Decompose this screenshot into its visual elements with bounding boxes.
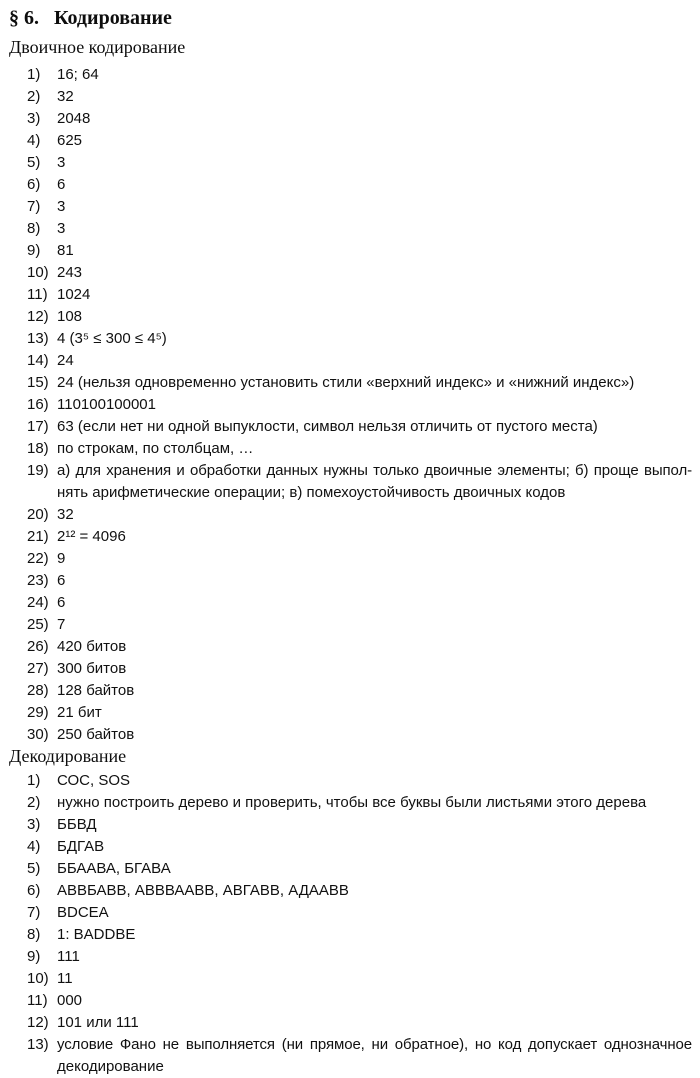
item-text: 4 (3⁵ ≤ 300 ≤ 4⁵) — [57, 330, 167, 347]
item-text: 7 — [57, 616, 66, 633]
list-item — [9, 770, 692, 792]
item-text: 110100100001 — [57, 396, 156, 413]
item-number: 25) — [27, 616, 49, 633]
item-text: БДГАВ — [57, 838, 105, 855]
item-number: 19) — [27, 462, 49, 479]
item-text: 63 (если нет ни одной выпуклости, символ нельзя отличить от пустого места) — [57, 418, 598, 435]
section-binary-coding — [9, 37, 692, 746]
list-item — [9, 504, 692, 526]
item-number: 5) — [27, 860, 41, 877]
item-number: 3) — [27, 110, 41, 127]
page-title-text: Кодирование — [54, 7, 172, 29]
item-number: 20) — [27, 506, 49, 523]
item-number: 6) — [27, 176, 41, 193]
list-item — [9, 174, 692, 196]
item-number: 7) — [27, 198, 41, 215]
item-text: СОС, SOS — [57, 772, 131, 789]
item-number: 11) — [27, 992, 48, 1009]
list-item — [9, 460, 692, 504]
list-item — [9, 902, 692, 924]
item-number: 9) — [27, 948, 41, 965]
list-item — [9, 724, 692, 746]
list-item — [9, 636, 692, 658]
list-item — [9, 240, 692, 262]
item-number: 10) — [27, 970, 49, 987]
item-text: 32 — [57, 506, 74, 523]
list-item — [9, 86, 692, 108]
item-text: по строкам, по столбцам, … — [57, 440, 254, 457]
list-item — [9, 792, 692, 814]
item-text-line2: нять арифметические операции; в) помехоустойчивость двоичных кодов — [57, 484, 566, 501]
item-text: 3 — [57, 198, 66, 215]
list-item — [9, 614, 692, 636]
list-item — [9, 284, 692, 306]
item-number: 2) — [27, 88, 41, 105]
list-item — [9, 1012, 692, 1034]
item-number: 24) — [27, 594, 49, 611]
item-text: BDCEA — [57, 904, 109, 921]
list-item — [9, 702, 692, 724]
item-text: 2¹² = 4096 — [57, 528, 126, 545]
list-item — [9, 858, 692, 880]
item-number: 23) — [27, 572, 49, 589]
item-text: 625 — [57, 132, 83, 149]
item-text: 243 — [57, 264, 83, 281]
item-number: 26) — [27, 638, 49, 655]
list-item — [9, 592, 692, 614]
item-text: 2048 — [57, 110, 91, 127]
list-item — [9, 1034, 692, 1078]
item-text-line1: условие Фано не выполняется (ни прямое, ни обратное), но код допускает однозначное — [57, 1036, 692, 1053]
item-text: 24 — [57, 352, 74, 369]
item-number: 22) — [27, 550, 49, 567]
list-item — [9, 438, 692, 460]
item-number: 30) — [27, 726, 49, 743]
page-title — [9, 6, 692, 30]
item-number: 11) — [27, 286, 48, 303]
item-number: 8) — [27, 926, 41, 943]
list-item — [9, 64, 692, 86]
item-number: 9) — [27, 242, 41, 259]
item-number: 21) — [27, 528, 49, 545]
item-text: 16; 64 — [57, 66, 99, 83]
item-text: 24 (нельзя одновременно установить стили «верхний индекс» и «нижний индекс») — [57, 374, 635, 391]
item-text — [57, 1034, 692, 1078]
answers-list-binary-coding — [9, 64, 692, 746]
item-text: нужно построить дерево и проверить, чтобы все буквы были листьями этого дерева — [57, 794, 647, 811]
item-text-line2: декодирование — [57, 1058, 164, 1075]
item-text: 3 — [57, 220, 66, 237]
item-text: 111 — [57, 948, 80, 965]
list-item — [9, 548, 692, 570]
item-number: 1) — [27, 66, 41, 83]
list-item — [9, 306, 692, 328]
list-item — [9, 526, 692, 548]
item-text: 6 — [57, 176, 66, 193]
list-item — [9, 880, 692, 902]
item-number: 13) — [27, 1036, 49, 1053]
list-item — [9, 152, 692, 174]
item-text: 000 — [57, 992, 83, 1009]
section-mark: § 6. — [9, 7, 39, 29]
item-number: 4) — [27, 132, 41, 149]
list-item — [9, 416, 692, 438]
item-number: 5) — [27, 154, 41, 171]
list-item — [9, 350, 692, 372]
section-heading-binary-coding: Двоичное кодирование — [9, 37, 186, 57]
item-text: ББААВА, БГАВА — [57, 860, 171, 877]
item-number: 28) — [27, 682, 49, 699]
item-text: 11 — [57, 970, 73, 987]
list-item — [9, 924, 692, 946]
list-item — [9, 680, 692, 702]
item-text: 6 — [57, 594, 66, 611]
item-text: 21 бит — [57, 704, 102, 721]
item-number: 8) — [27, 220, 41, 237]
item-number: 18) — [27, 440, 49, 457]
list-item — [9, 130, 692, 152]
item-number: 6) — [27, 882, 41, 899]
list-item — [9, 946, 692, 968]
item-text: 81 — [57, 242, 74, 259]
item-text: ББВД — [57, 816, 97, 833]
item-text: 101 или 111 — [57, 1014, 139, 1031]
item-text: 32 — [57, 88, 74, 105]
item-text-line1: а) для хранения и обработки данных нужны только двоичные элементы; б) проще выпол- — [57, 462, 692, 479]
list-item — [9, 328, 692, 350]
list-item — [9, 196, 692, 218]
item-number: 27) — [27, 660, 49, 677]
item-number: 13) — [27, 330, 49, 347]
item-text: АВВБАВВ, АВВВААВВ, АВГАВВ, АДААВВ — [57, 882, 349, 899]
item-text: 6 — [57, 572, 66, 589]
item-text: 108 — [57, 308, 83, 325]
item-number: 3) — [27, 816, 41, 833]
item-text: 3 — [57, 154, 66, 171]
item-text: 9 — [57, 550, 66, 567]
list-item — [9, 262, 692, 284]
list-item — [9, 394, 692, 416]
item-number: 4) — [27, 838, 41, 855]
list-item — [9, 218, 692, 240]
item-text: 250 байтов — [57, 726, 135, 743]
list-item — [9, 968, 692, 990]
list-item — [9, 570, 692, 592]
item-number: 29) — [27, 704, 49, 721]
list-item — [9, 658, 692, 680]
list-item — [9, 836, 692, 858]
item-text: 128 байтов — [57, 682, 135, 699]
list-item — [9, 372, 692, 394]
item-text — [57, 460, 692, 504]
item-number: 7) — [27, 904, 41, 921]
item-text: 1024 — [57, 286, 91, 303]
item-number: 16) — [27, 396, 49, 413]
list-item — [9, 990, 692, 1012]
item-number: 1) — [27, 772, 41, 789]
section-decoding — [9, 746, 692, 1078]
list-item — [9, 814, 692, 836]
item-text: 1: BADDBE — [57, 926, 136, 943]
list-item — [9, 108, 692, 130]
section-heading-decoding: Декодирование — [9, 746, 127, 766]
item-number: 10) — [27, 264, 49, 281]
item-number: 12) — [27, 308, 49, 325]
answers-list-decoding — [9, 770, 692, 1078]
item-number: 14) — [27, 352, 49, 369]
item-text: 300 битов — [57, 660, 127, 677]
item-text: 420 битов — [57, 638, 127, 655]
item-number: 2) — [27, 794, 41, 811]
item-number: 17) — [27, 418, 49, 435]
item-number: 12) — [27, 1014, 49, 1031]
item-number: 15) — [27, 374, 49, 391]
